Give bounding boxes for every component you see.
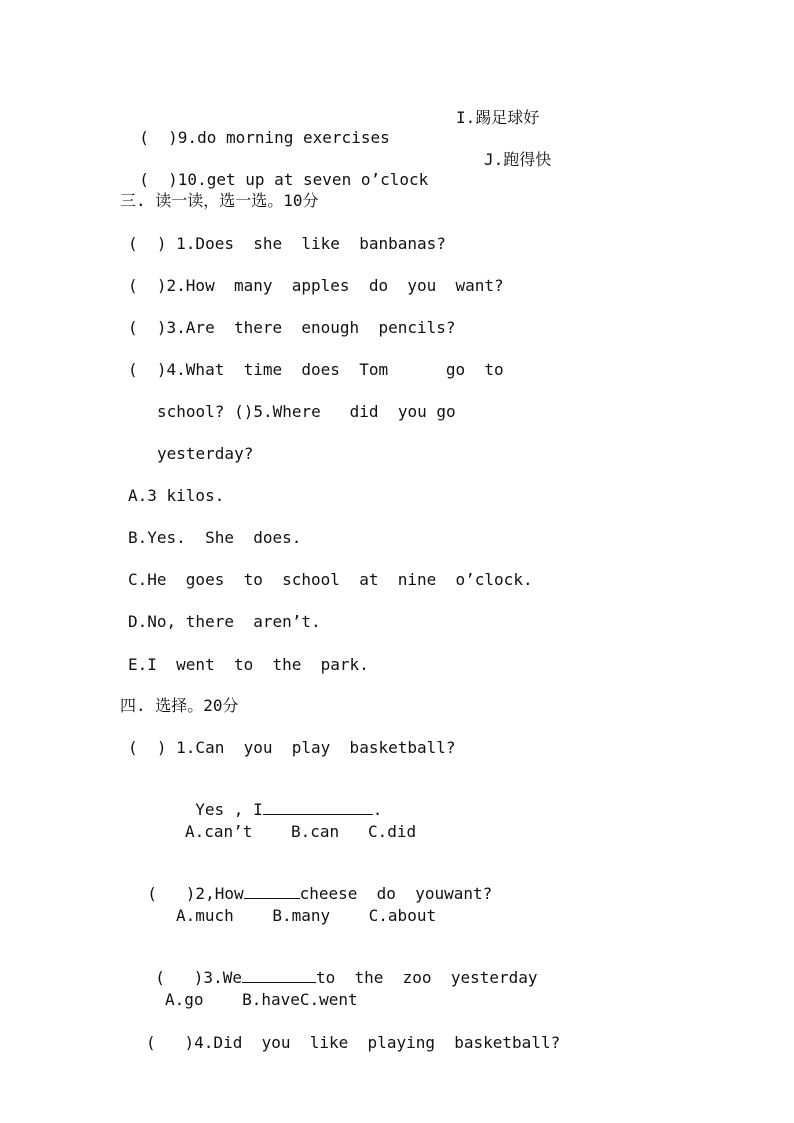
answer-paren: ( ) <box>139 128 178 147</box>
reply-period: . <box>372 800 383 819</box>
s3-question-5-continued: yesterday? <box>157 444 254 463</box>
section-3-heading: 三. 读一读，选一选。10分 <box>120 191 319 210</box>
answer-blank <box>244 884 300 899</box>
s3-answer-e: E.I went to the park. <box>128 655 369 674</box>
s3-answer-a: A.3 kilos. <box>128 486 225 505</box>
answer-blank <box>242 968 316 983</box>
question-prefix: ( )3.We <box>155 968 242 987</box>
s3-question-4: ( )4.What time does Tom go to <box>128 360 504 379</box>
question-suffix: to the zoo yesterday <box>315 968 538 987</box>
s4-question-3-options: A.go B.haveC.went <box>165 990 358 1009</box>
s4-question-1: ( ) 1.Can you play basketball? <box>128 738 456 757</box>
s3-question-3: ( )3.Are there enough pencils? <box>128 318 456 337</box>
match-item-10-chinese: J.跑得快 <box>484 150 552 169</box>
item-english: get up at seven o’clock <box>206 170 429 189</box>
item-english: do morning exercises <box>197 128 390 147</box>
s3-answer-d: D.No, there aren’t. <box>128 612 321 631</box>
s4-question-2 <box>128 864 492 904</box>
s4-question-3 <box>136 948 538 988</box>
s3-answer-b: B.Yes. She does. <box>128 528 302 547</box>
s3-question-4-continued: school? ()5.Where did you go <box>157 402 456 421</box>
answer-paren: ( ) <box>139 170 178 189</box>
match-item-9-chinese: I.踢足球好 <box>456 108 540 127</box>
match-item-9 <box>120 108 390 148</box>
question-prefix: ( )2,How <box>147 884 244 903</box>
s4-question-1-options: A.can’t B.can C.did <box>185 822 417 841</box>
reply-text: Yes , I <box>195 800 263 819</box>
s3-answer-c: C.He goes to school at nine o’clock. <box>128 570 533 589</box>
item-number: 9. <box>177 128 198 147</box>
s4-question-4: ( )4.Did you like playing basketball? <box>146 1033 561 1052</box>
answer-blank <box>263 800 373 815</box>
item-number: 10. <box>177 170 207 189</box>
s3-question-1: ( ) 1.Does she like banbanas? <box>128 234 446 253</box>
section-4-heading: 四. 选择。20分 <box>120 696 239 715</box>
s3-question-2: ( )2.How many apples do you want? <box>128 276 504 295</box>
s4-question-2-options: A.much B.many C.about <box>176 906 437 925</box>
question-suffix: cheese do youwant? <box>299 884 493 903</box>
match-item-10 <box>120 150 428 190</box>
s4-question-1-reply <box>176 780 382 820</box>
